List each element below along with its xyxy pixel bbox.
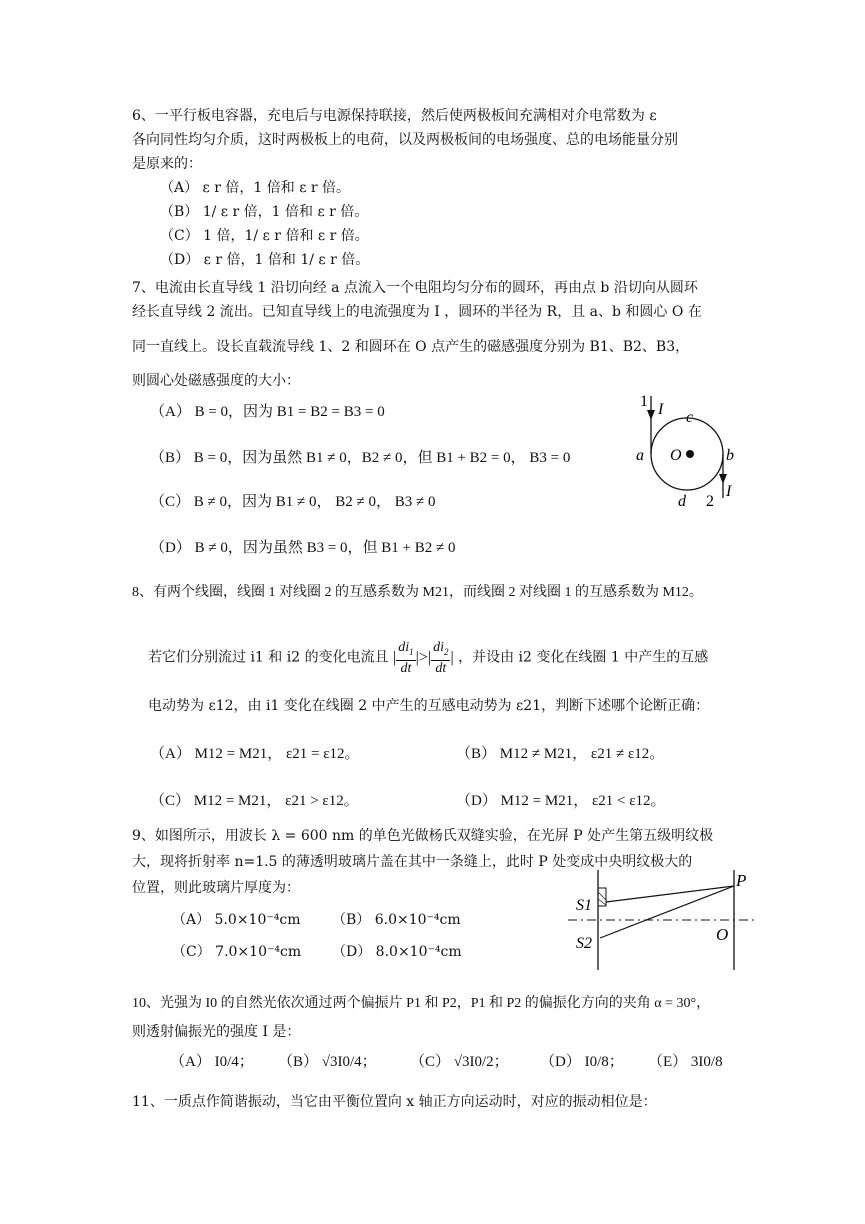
q7-option-b: （B） B = 0，因为虽然 B1 ≠ 0，B2 ≠ 0，但 B1 + B2 = 0， B3 = 0: [150, 450, 571, 466]
q6-stem-line3: 是原来的：: [132, 156, 202, 172]
q7-option-a: （A） B = 0，因为 B1 = B2 = B3 = 0: [150, 404, 385, 420]
q7-fig-label-b: b: [726, 447, 734, 464]
q9-stem-line3: 位置，则此玻璃片厚度为：: [132, 880, 300, 896]
q8-option-d: （D） M12 = M21， ε21 < ε12。: [456, 793, 666, 809]
q10-stem-line2: 则透射偏振光的强度 I 是：: [132, 1024, 301, 1040]
q6-stem-line2: 各向同性均匀介质，这时两极板上的电荷，以及两极板间的电场强度、总的电场能量分别: [132, 132, 678, 148]
q7-ring-figure: [630, 388, 750, 518]
q7-stem-line2: 经长直导线 2 流出。已知直导线上的电流强度为 I ，圆环的半径为 R，且 a、b 和圆心 O 在: [132, 304, 702, 320]
q8-stem-line2: [148, 640, 708, 676]
q11-stem-line1: 11、一质点作简谐振动，当它由平衡位置向 x 轴正方向运动时，对应的振动相位是：: [132, 1094, 657, 1110]
q6-option-b: （B） 1/ ε r 倍，1 倍和 ε r 倍。: [160, 204, 369, 220]
q10-stem-line1: 10、光强为 I0 的自然光依次通过两个偏振片 P1 和 P2，P1 和 P2 的偏振化方向的夹角 α = 30°，: [132, 996, 711, 1011]
q8-option-b: （B） M12 ≠ M21， ε21 ≠ ε12。: [456, 746, 665, 762]
q9-option-d: （D） 8.0×10⁻⁴cm: [332, 944, 462, 960]
q7-stem-line4: 则圆心处磁感强度的大小：: [132, 373, 300, 389]
q9-option-c: （C） 7.0×10⁻⁴cm: [172, 944, 302, 960]
q10-option-e: （E） 3I0/8: [648, 1054, 723, 1070]
q7-stem-line3: 同一直线上。设长直载流导线 1、2 和圆环在 O 点产生的磁感强度分别为 B1、B2、B3，: [132, 339, 690, 355]
q7-fig-label-I-bottom: I: [726, 483, 732, 500]
q7-fig-label-d: d: [678, 493, 686, 510]
q9-fig-label-S2: S2: [576, 935, 592, 952]
q8-stem-line1: 8、有两个线圈，线圈 1 对线圈 2 的互感系数为 M21，而线圈 2 对线圈 1 的互感系数为 M12。: [132, 585, 703, 600]
q9-fig-label-O: O: [716, 925, 729, 944]
q6-stem-line1: 6、一平行板电容器，充电后与电源保持联接，然后使两极板间充满相对介电常数为 ε: [132, 108, 657, 124]
q8-stem-line2-end: ，并设由 i2 变化在线圈 1 中产生的互感: [458, 649, 709, 666]
q7-option-c: （C） B ≠ 0，因为 B1 ≠ 0， B2 ≠ 0， B3 ≠ 0: [150, 494, 436, 510]
q10-option-b: （B） √3I0/4；: [278, 1054, 377, 1070]
q9-stem-line1: 9、如图所示，用波长 λ = 600 nm 的单色光做杨氏双缝实验，在光屏 P 处产生第五级明纹极: [132, 828, 714, 844]
q7-fig-label-I-top: I: [658, 401, 664, 418]
q6-option-c: （C） 1 倍，1/ ε r 倍和 ε r 倍。: [160, 228, 369, 244]
q10-option-a: （A） I0/4；: [170, 1054, 254, 1070]
q10-option-d: （D） I0/8；: [540, 1054, 624, 1070]
q9-fig-label-S1: S1: [576, 897, 592, 914]
q8-stem-line2-start: 若它们分别流过 i1 和 i2 的变化电流且: [148, 649, 389, 666]
q8-option-a: （A） M12 = M21， ε21 = ε12。: [150, 746, 360, 762]
q9-double-slit-figure: [568, 866, 758, 976]
q8-option-c: （C） M12 = M21， ε21 > ε12。: [150, 793, 359, 809]
q9-fig-label-P: P: [736, 871, 747, 890]
q10-option-c: （C） √3I0/2；: [410, 1054, 509, 1070]
q7-fig-label-O: O: [670, 447, 682, 464]
q9-stem-line2: 大，现将折射率 n=1.5 的薄透明玻璃片盖在其中一条缝上，此时 P 处变成中央明纹极大的: [132, 854, 693, 870]
q9-option-b: （B） 6.0×10⁻⁴cm: [332, 912, 461, 928]
q7-option-d: （D） B ≠ 0，因为虽然 B3 = 0，但 B1 + B2 ≠ 0: [150, 540, 456, 556]
q7-fig-label-a: a: [636, 447, 644, 464]
q6-option-a: （A） ε r 倍，1 倍和 ε r 倍。: [160, 180, 351, 196]
q8-stem-line3: 电动势为 ε12，由 i1 变化在线圈 2 中产生的互感电动势为 ε21，判断下述哪个论断正确：: [148, 698, 710, 714]
q6-option-d: （D） ε r 倍，1 倍和 1/ ε r 倍。: [160, 252, 370, 268]
q7-fig-label-c: c: [686, 409, 694, 426]
q8-derivative-inequality: | $\frac{di_1}{dt}$ |>| $\frac{di_2}{dt}$ |: [393, 640, 454, 676]
q7-fig-label-2: 2: [706, 493, 714, 510]
q7-fig-label-1: 1: [640, 393, 648, 410]
q7-stem-line1: 7、电流由长直导线 1 沿切向经 a 点流入一个电阻均匀分布的圆环，再由点 b 沿切向从圆环: [132, 280, 698, 296]
q9-option-a: （A） 5.0×10⁻⁴cm: [172, 912, 301, 928]
